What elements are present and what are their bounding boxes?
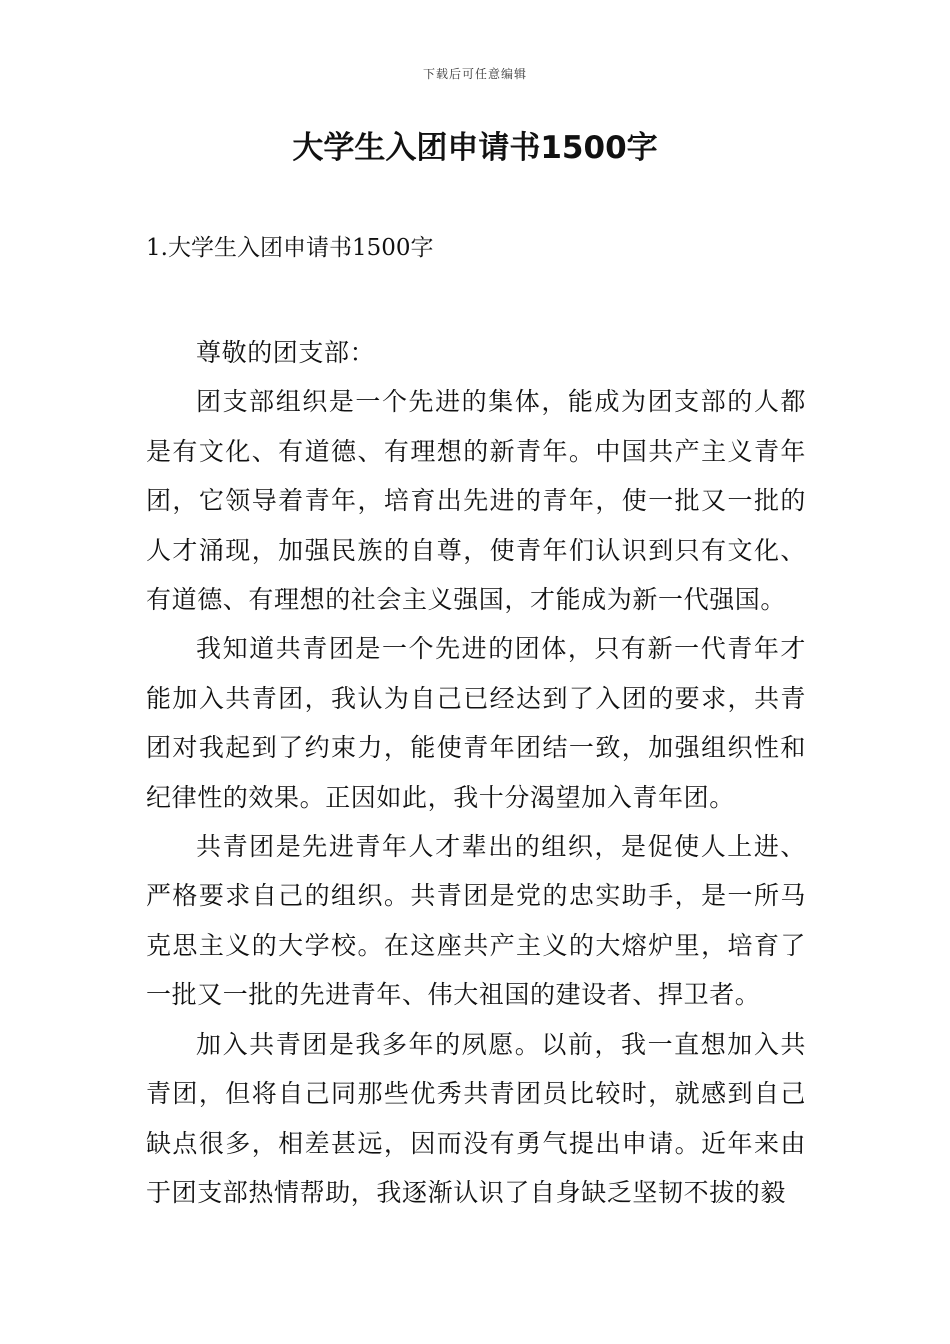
paragraph-3: 共青团是先进青年人才辈出的组织，是促使人上进、严格要求自己的组织。共青团是党的忠实助手，是一所马克思主义的大学校。在这座共产主义的大熔炉里，培育了一批又一批的先进青年、伟大祖国的建设者、捍卫者。 xyxy=(146,832,806,1010)
document-body xyxy=(146,328,806,1217)
paragraph-4: 加入共青团是我多年的夙愿。以前，我一直想加入共青团，但将自己同那些优秀共青团员比较时，就感到自己缺点很多，相差甚远，因而没有勇气提出申请。近年来由于团支部热情帮助，我逐渐认识了自身缺乏坚韧不拔的毅 xyxy=(146,1029,806,1207)
salutation: 尊敬的团支部： xyxy=(196,338,376,367)
paragraph-1: 团支部组织是一个先进的集体，能成为团支部的人都是有文化、有道德、有理想的新青年。中国共产主义青年团，它领导着青年，培育出先进的青年，使一批又一批的人才涌现，加强民族的自尊，使青年们认识到只有文化、有道德、有理想的社会主义强国，才能成为新一代强国。 xyxy=(146,387,806,615)
document-title: 大学生入团申请书1500字 xyxy=(292,130,658,166)
header-note: 下载后可任意编辑 xyxy=(422,67,527,81)
section-heading: 1.大学生入团申请书1500字 xyxy=(146,235,434,261)
paragraph-2: 我知道共青团是一个先进的团体，只有新一代青年才能加入共青团，我认为自己已经达到了入团的要求，共青团对我起到了约束力，能使青年团结一致，加强组织性和纪律性的效果。正因如此，我十分渴望加入青年团。 xyxy=(146,634,806,812)
